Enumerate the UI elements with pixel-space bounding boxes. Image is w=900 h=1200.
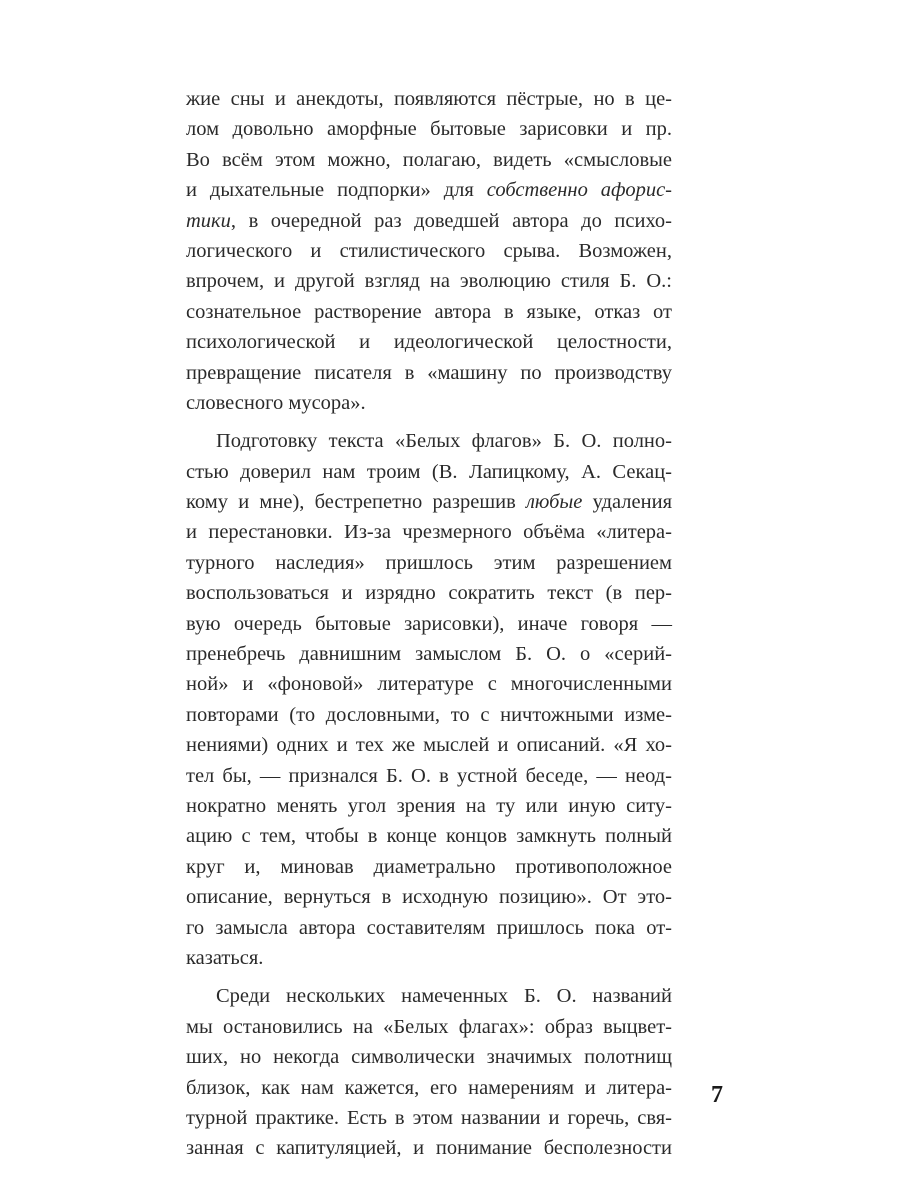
text-line: Подготовку текста «Белых флагов» Б. О. полно- <box>216 430 672 453</box>
text-span: кому и мне), бестрепетно разрешив <box>186 491 526 514</box>
text-line: воспользоваться и изрядно сократить текст (в пер- <box>186 582 672 605</box>
text-line: словесного мусора». <box>186 391 366 414</box>
text-line: ацию с тем, чтобы в конце концов замкнуть полный <box>186 825 672 848</box>
text-line: близок, как нам кажется, его намерениям и литера- <box>186 1076 672 1099</box>
text-span: удаления <box>582 491 672 514</box>
text-line <box>186 206 672 236</box>
text-line: лом довольно аморфные бытовые зарисовки и пр. <box>186 118 672 141</box>
text-line: нократно менять угол зрения на ту или иную ситу- <box>186 794 672 817</box>
text-line: описание, вернуться в исходную позицию». От это- <box>186 886 672 909</box>
italic-phrase: любые <box>525 491 583 514</box>
text-column <box>186 84 672 1164</box>
text-line <box>186 175 672 205</box>
text-span: , в очередной раз доведшей автора до психо- <box>230 209 672 232</box>
text-line: Во всём этом можно, полагаю, видеть «смысловые <box>186 148 672 171</box>
text-line: го замысла автора составителям пришлось пока от- <box>186 916 672 939</box>
text-line: логического и стилистического срыва. Возможен, <box>186 239 672 262</box>
text-line: тел бы, — признался Б. О. в устной беседе, — неод- <box>186 764 672 787</box>
text-line: сознательное растворение автора в языке, отказ от <box>186 300 672 323</box>
text-line: занная с капитуляцией, и понимание бесполезности <box>186 1137 672 1160</box>
text-line: пренебречь давнишним замыслом Б. О. о «серий- <box>186 643 672 666</box>
text-line: стью доверил нам троим (В. Лапицкому, А. Секац- <box>186 460 672 483</box>
text-span: и дыхательные подпорки» для <box>186 179 487 202</box>
text-line: казаться. <box>186 946 264 969</box>
text-line: и перестановки. Из-за чрезмерного объёма «литера- <box>186 521 672 544</box>
italic-phrase: собственно афорис- <box>486 179 672 202</box>
text-line: жие сны и анекдоты, появляются пёстрые, но в це- <box>186 88 672 110</box>
text-line: турной практике. Есть в этом названии и горечь, свя- <box>186 1106 672 1129</box>
text-line: ной» и «фоновой» литературе с многочисленными <box>186 673 672 696</box>
text-line: круг и, миновав диаметрально противоположное <box>186 855 672 878</box>
text-line: превращение писателя в «машину по производству <box>186 361 672 384</box>
text-line <box>186 487 672 517</box>
text-line: мы остановились на «Белых флагах»: образ выцвет- <box>186 1015 672 1038</box>
text-line: впрочем, и другой взгляд на эволюцию стиля Б. О.: <box>186 270 672 293</box>
text-line: турного наследия» пришлось этим разрешением <box>186 551 672 574</box>
text-line: Среди нескольких намеченных Б. О. названий <box>216 985 672 1008</box>
text-line: ших, но некогда символически значимых полотнищ <box>186 1046 672 1069</box>
text-line: психологической и идеологической целостности, <box>186 331 672 354</box>
text-line: повторами (то дословными, то с ничтожными изме- <box>186 703 672 726</box>
text-line: нениями) одних и тех же мыслей и описаний. «Я хо- <box>186 734 672 757</box>
page-number: 7 <box>711 1082 723 1108</box>
text-line: вую очередь бытовые зарисовки), иначе говоря — <box>186 612 672 635</box>
italic-phrase: тики <box>186 209 231 232</box>
